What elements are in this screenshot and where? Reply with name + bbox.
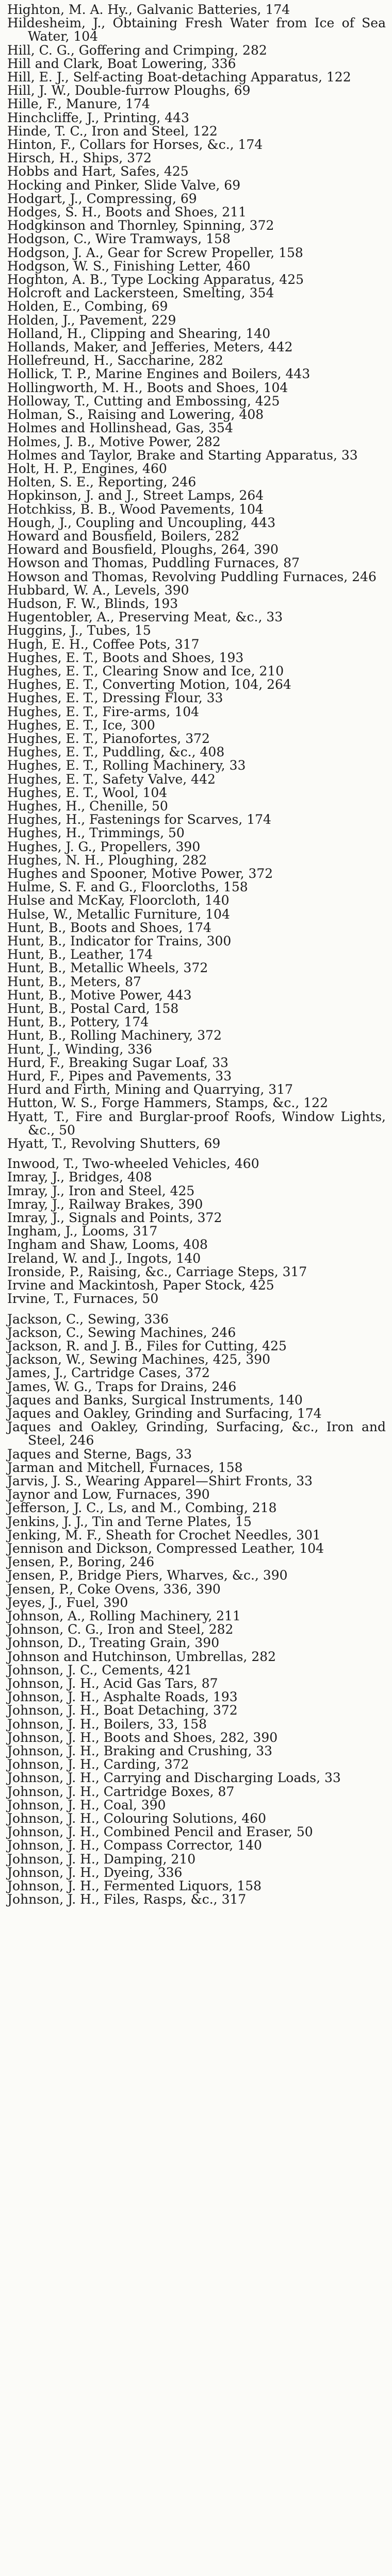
- index-entry: Jensen, P., Boring, 246: [7, 1554, 155, 1570]
- index-entry: Howson and Thomas, Puddling Furnaces, 87: [7, 555, 300, 571]
- index-entry: Hocking and Pinker, Slide Valve, 69: [7, 177, 241, 193]
- index-entry: Hollands, Maker, and Jefferies, Meters, 442: [7, 340, 293, 355]
- index-entry: Hulse and McKay, Floorcloth, 140: [7, 893, 230, 908]
- index-entry: Hughes, E. T., Rolling Machinery, 33: [7, 758, 246, 773]
- index-entry: Hinchcliffe, J., Printing, 443: [7, 110, 189, 125]
- index-entry: Hughes, H., Trimmings, 50: [7, 825, 185, 841]
- index-entry: Hunt, B., Rolling Machinery, 372: [7, 1028, 222, 1043]
- index-entry: Hodgson, C., Wire Tramways, 158: [7, 231, 231, 247]
- index-entry: Hunt, J., Winding, 336: [7, 1041, 152, 1057]
- index-entry: Johnson, J. H., Cartridge Boxes, 87: [7, 1784, 235, 1799]
- index-entry: Hunt, B., Metallic Wheels, 372: [7, 960, 208, 976]
- index-entry: Jackson, R. and J. B., Files for Cutting, 425: [7, 1338, 287, 1353]
- index-entry: Hodges, S. H., Boots and Shoes, 211: [7, 205, 247, 220]
- index-entry: Jennison and Dickson, Compressed Leather, 104: [7, 1540, 324, 1556]
- index-entry: Johnson, A., Rolling Machinery, 211: [7, 1608, 241, 1623]
- index-entry: Hopkinson, J. and J., Street Lamps, 264: [7, 488, 264, 503]
- index-entry: Hirsch, H., Ships, 372: [7, 150, 152, 166]
- index-entry: Hurd, F., Breaking Sugar Loaf, 33: [7, 1055, 228, 1070]
- index-entry: Johnson, J. H., Carding, 372: [7, 1757, 189, 1772]
- index-entry: Johnson and Hutchinson, Umbrellas, 282: [7, 1649, 276, 1664]
- index-entry: Johnson, J. H., Asphalte Roads, 193: [7, 1689, 238, 1705]
- index-entry: Johnson, J. H., Damping, 210: [7, 1851, 196, 1867]
- index-entry: Jackson, W., Sewing Machines, 425, 390: [7, 1352, 271, 1367]
- index-entry: Hutton, W. S., Forge Hammers, Stamps, &c., 122: [7, 1095, 328, 1111]
- index-entry: Holden, J., Pavement, 229: [7, 312, 176, 328]
- index-entry: Hunt, B., Leather, 174: [7, 947, 153, 962]
- index-entry: Hunt, B., Meters, 87: [7, 974, 141, 989]
- index-entry: Hildesheim, J., Obtaining Fresh Water from Ice of Sea Water, 104: [7, 15, 386, 44]
- index-entry: Hugh, E. H., Coffee Pots, 317: [7, 636, 200, 652]
- index-entry: James, W. G., Traps for Drains, 246: [7, 1379, 237, 1394]
- index-entry: Hughes, E. T., Boots and Shoes, 193: [7, 650, 244, 665]
- index-entry: Johnson, J. H., Carrying and Discharging Loads, 33: [7, 1770, 341, 1786]
- index-entry: Johnson, C. G., Iron and Steel, 282: [7, 1622, 234, 1637]
- index-entry: Hobbs and Hart, Safes, 425: [7, 164, 189, 179]
- index-entry: Hill, C. G., Goffering and Crimping, 282: [7, 42, 267, 58]
- index-entry: Hughes, E. T., Safety Valve, 442: [7, 771, 216, 787]
- index-entry: Jensen, P., Bridge Piers, Wharves, &c., 390: [7, 1568, 288, 1583]
- index-entry: Hille, F., Manure, 174: [7, 96, 150, 112]
- index-entry: Ireland, W. and J., Ingots, 140: [7, 1250, 201, 1266]
- index-entry: Holmes and Taylor, Brake and Starting Apparatus, 33: [7, 447, 358, 463]
- index-entry: Jenking, M. F., Sheath for Crochet Needles, 301: [7, 1527, 321, 1543]
- index-entry: Hodgson, W. S., Finishing Letter, 460: [7, 258, 251, 274]
- index-entry: Jaques and Oakley, Grinding, Surfacing, &c., Iron and Steel, 246: [7, 1419, 386, 1448]
- index-entry: Hunt, B., Pottery, 174: [7, 1014, 149, 1030]
- index-entry: Hughes, E. T., Clearing Snow and Ice, 210: [7, 663, 284, 679]
- index-entry: Hulme, S. F. and G., Floorcloths, 158: [7, 879, 248, 895]
- index-entry: Holt, H. P., Engines, 460: [7, 461, 167, 476]
- index-entry: Hughes, E. T., Ice, 300: [7, 717, 155, 733]
- index-entry: Hill, J. W., Double-furrow Ploughs, 69: [7, 83, 251, 98]
- index-entry: Johnson, J. H., Fermented Liquors, 158: [7, 1878, 262, 1894]
- index-entry: Holmes and Hollinshead, Gas, 354: [7, 420, 233, 436]
- index-entry: Johnson, J. H., Dyeing, 336: [7, 1865, 183, 1880]
- index-entry: Johnson, J. H., Compass Corrector, 140: [7, 1838, 262, 1853]
- index-entry: Johnson, J. H., Boilers, 33, 158: [7, 1716, 207, 1732]
- index-entry: Howard and Bousfield, Ploughs, 264, 390: [7, 542, 279, 557]
- index-entry: Jackson, C., Sewing Machines, 246: [7, 1325, 236, 1340]
- index-entry: Hyatt, T., Fire and Burglar-proof Roofs, Window Lights, &c., 50: [7, 1109, 386, 1138]
- index-entry: Hodgart, J., Compressing, 69: [7, 191, 197, 206]
- index-entry: Jensen, P., Coke Ovens, 336, 390: [7, 1581, 221, 1597]
- index-entry: Hubbard, W. A., Levels, 390: [7, 582, 189, 598]
- index-entry: Ingham, J., Looms, 317: [7, 1224, 158, 1239]
- index-entry: Imray, J., Iron and Steel, 425: [7, 1183, 195, 1198]
- index-entry: Hughes, E. T., Pianofortes, 372: [7, 731, 210, 746]
- index-entry: Jefferson, J. C., Ls, and M., Combing, 218: [7, 1500, 277, 1516]
- index-entry: Jackson, C., Sewing, 336: [7, 1311, 169, 1327]
- index-entry: Holcroft and Lackersteen, Smelting, 354: [7, 285, 274, 301]
- index-entry: Johnson, D., Treating Grain, 390: [7, 1635, 220, 1651]
- index-entry: Hunt, B., Boots and Shoes, 174: [7, 920, 211, 935]
- index-entry: Hughes, H., Fastenings for Scarves, 174: [7, 812, 271, 827]
- index-entry: Imray, J., Bridges, 408: [7, 1170, 152, 1185]
- index-entry: Hodgson, J. A., Gear for Screw Propeller, 158: [7, 245, 303, 260]
- index-entry: Hughes, E. T., Puddling, &c., 408: [7, 744, 225, 760]
- index-entry: Highton, M. A. Hy., Galvanic Batteries, 174: [7, 2, 290, 17]
- index-entry: Hollick, T. P., Marine Engines and Boilers, 443: [7, 366, 311, 382]
- index-entry: Hinde, T. C., Iron and Steel, 122: [7, 123, 218, 139]
- index-entry: Johnson, J. H., Combined Pencil and Eraser, 50: [7, 1824, 313, 1840]
- index-entry: Ironside, P., Raising, &c., Carriage Steps, 317: [7, 1264, 307, 1279]
- index-entry: Jaynor and Low, Furnaces, 390: [7, 1487, 210, 1502]
- index-entry: Hughes, J. G., Propellers, 390: [7, 839, 201, 854]
- index-entry: Hughes, E. T., Dressing Flour, 33: [7, 690, 223, 706]
- index-entry: Imray, J., Railway Brakes, 390: [7, 1196, 203, 1212]
- index-entry: Hughes, E. T., Fire-arms, 104: [7, 704, 200, 719]
- index-entry: Hill, E. J., Self-acting Boat-detaching Apparatus, 122: [7, 70, 351, 85]
- index-entry: Jenkins, J. J., Tin and Terne Plates, 15: [7, 1514, 252, 1529]
- index-entry: Inwood, T., Two-wheeled Vehicles, 460: [7, 1156, 259, 1172]
- index-entry: Jaques and Banks, Surgical Instruments, 140: [7, 1392, 303, 1408]
- index-entry: Ingham and Shaw, Looms, 408: [7, 1237, 208, 1252]
- index-entry: Hunt, B., Postal Card, 158: [7, 1001, 179, 1016]
- index-entry: Hugentobler, A., Preserving Meat, &c., 33: [7, 609, 283, 625]
- index-entry: Johnson, J. H., Braking and Crushing, 33: [7, 1743, 273, 1758]
- index-entry: Hughes, E. T., Wool, 104: [7, 785, 168, 800]
- index-entry: Johnson, J. C., Cements, 421: [7, 1662, 192, 1677]
- index-entry: Huggins, J., Tubes, 15: [7, 623, 151, 638]
- index-entry: Holten, S. E., Reporting, 246: [7, 474, 197, 490]
- index-entry: Jeyes, J., Fuel, 390: [7, 1595, 128, 1610]
- index-entry: Hudson, F. W., Blinds, 193: [7, 596, 178, 611]
- index-entry: Hughes, E. T., Converting Motion, 104, 264: [7, 677, 291, 692]
- index-entry: Hurd, F., Pipes and Pavements, 33: [7, 1069, 232, 1084]
- index-entry: Holden, E., Combing, 69: [7, 299, 168, 314]
- index-entry: Johnson, J. H., Boat Detaching, 372: [7, 1703, 238, 1718]
- index-entry: Imray, J., Signals and Points, 372: [7, 1210, 222, 1226]
- index-entry: Hollefreund, H., Saccharine, 282: [7, 353, 223, 368]
- index-entry: Hodgkinson and Thornley, Spinning, 372: [7, 218, 274, 233]
- index-entry: Hulse, W., Metallic Furniture, 104: [7, 906, 230, 922]
- index-entry: Holloway, T., Cutting and Embossing, 425: [7, 393, 280, 409]
- index-entry: Johnson, J. H., Files, Rasps, &c., 317: [7, 1892, 247, 1907]
- index-entry: Holland, H., Clipping and Shearing, 140: [7, 326, 271, 341]
- index-entry: Hurd and Firth, Mining and Quarrying, 317: [7, 1082, 293, 1097]
- index-entry: Holmes, J. B., Motive Power, 282: [7, 434, 221, 449]
- index-entry: Hill and Clark, Boat Lowering, 336: [7, 56, 236, 71]
- index-entry: Jaques and Oakley, Grinding and Surfacing, 174: [7, 1405, 322, 1421]
- index-entry: Jarvis, J. S., Wearing Apparel—Shirt Fronts, 33: [7, 1473, 313, 1488]
- index-entry: Holman, S., Raising and Lowering, 408: [7, 407, 264, 422]
- index-entry: Jaques and Sterne, Bags, 33: [7, 1446, 192, 1462]
- index-entry: Johnson, J. H., Coal, 390: [7, 1797, 166, 1812]
- index-entry: Irvine, T., Furnaces, 50: [7, 1291, 159, 1307]
- index-entry: Hunt, B., Motive Power, 443: [7, 987, 192, 1003]
- index-entry: Hughes, N. H., Ploughing, 282: [7, 852, 207, 868]
- index-entry: Jarman and Mitchell, Furnaces, 158: [7, 1460, 243, 1475]
- index-entry: Howard and Bousfield, Boilers, 282: [7, 528, 240, 544]
- index-entry: Howson and Thomas, Revolving Puddling Furnaces, 246: [7, 569, 377, 584]
- index-entry: Hough, J., Coupling and Uncoupling, 443: [7, 515, 276, 530]
- index-entry: Johnson, J. H., Boots and Shoes, 282, 390: [7, 1730, 278, 1745]
- index-entry: Hyatt, T., Revolving Shutters, 69: [7, 1136, 221, 1151]
- index-entry: James, J., Cartridge Cases, 372: [7, 1365, 210, 1381]
- index-entry: Hotchkiss, B. B., Wood Pavements, 104: [7, 501, 264, 517]
- index-entry: Hughes and Spooner, Motive Power, 372: [7, 866, 273, 881]
- index-entry: Hunt, B., Indicator for Trains, 300: [7, 934, 232, 949]
- index-entry: Hinton, F., Collars for Horses, &c., 174: [7, 137, 263, 152]
- index-entry: Johnson, J. H., Acid Gas Tars, 87: [7, 1675, 218, 1691]
- index-entry: Hughes, H., Chenille, 50: [7, 798, 168, 814]
- index-entry: Hollingworth, M. H., Boots and Shoes, 104: [7, 380, 288, 395]
- index-entry: Johnson, J. H., Colouring Solutions, 460: [7, 1811, 267, 1826]
- index-entry: Irvine and Mackintosh, Paper Stock, 425: [7, 1278, 274, 1293]
- index-entry: Hoghton, A. B., Type Locking Apparatus, 425: [7, 272, 304, 287]
